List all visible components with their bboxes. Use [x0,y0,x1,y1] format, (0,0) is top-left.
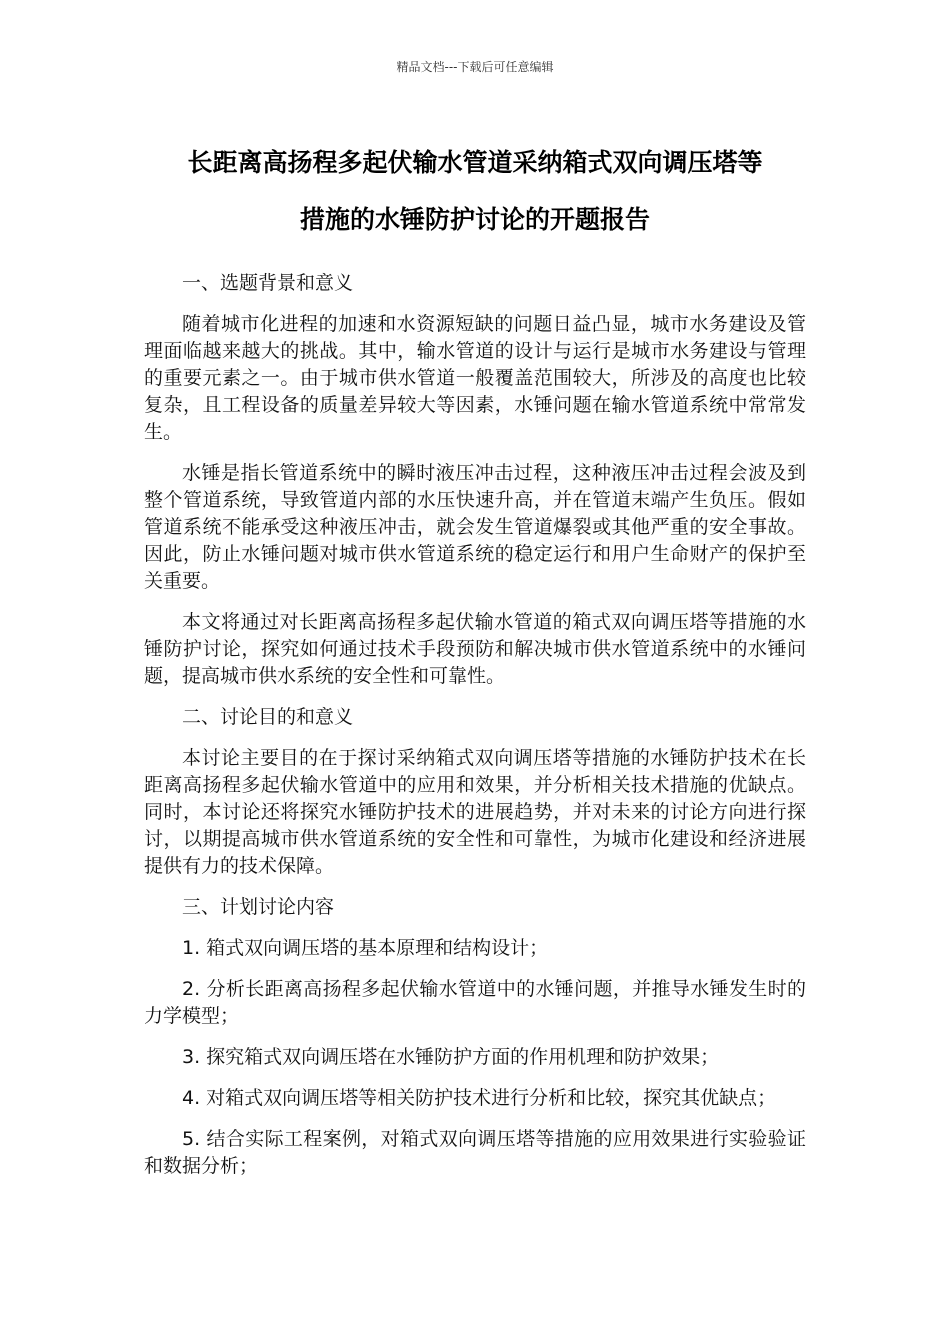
plan-item: 4. 对箱式双向调压塔等相关防护技术进行分析和比较，探究其优缺点； [182,1087,777,1109]
paragraph-background-2: 水锤是指长管道系统中的瞬时液压冲击过程，这种液压冲击过程会波及到整个管道系统，导致管道内部的水压快速升高，并在管道末端产生负压。假如管道系统不能承受这种液压冲击，就会发生管道爆裂或其他严重的安全事故。因此，防止水锤问题对城市供水管道系统的稳定运行和用户生命财产的保护至关重要。 [144,462,806,592]
paragraph-purpose: 本讨论主要目的在于探讨采纳箱式双向调压塔等措施的水锤防护技术在长距离高扬程多起伏输水管道中的应用和效果，并分析相关技术措施的优缺点。同时，本讨论还将探究水锤防护技术的进展趋势，并对未来的讨论方向进行探讨，以期提高城市供水管道系统的安全性和可靠性，为城市化建设和经济进展提供有力的技术保障。 [144,747,806,877]
paragraph-background-1: 随着城市化进程的加速和水资源短缺的问题日益凸显，城市水务建设及管理面临越来越大的挑战。其中，输水管道的设计与运行是城市水务建设与管理的重要元素之一。由于城市供水管道一般覆盖范围较大，所涉及的高度也比较复杂，且工程设备的质量差异较大等因素，水锤问题在输水管道系统中常常发生。 [144,313,806,443]
document-title [120,134,830,248]
section-heading-plan: 三、计划讨论内容 [182,896,335,918]
plan-item: 5. 结合实际工程案例，对箱式双向调压塔等措施的应用效果进行实验验证和数据分析； [144,1128,806,1177]
title-line-1: 长距离高扬程多起伏输水管道采纳箱式双向调压塔等 [187,148,763,177]
document-body [144,270,806,1194]
plan-item: 3. 探究箱式双向调压塔在水锤防护方面的作用机理和防护效果； [182,1046,720,1068]
plan-item: 2. 分析长距离高扬程多起伏输水管道中的水锤问题，并推导水锤发生时的力学模型； [144,978,806,1027]
plan-item: 1. 箱式双向调压塔的基本原理和结构设计； [182,937,549,959]
paragraph-background-3: 本文将通过对长距离高扬程多起伏输水管道的箱式双向调压塔等措施的水锤防护讨论，探究如何通过技术手段预防和解决城市供水管道系统中的水锤问题，提高城市供水系统的安全性和可靠性。 [144,611,806,687]
section-heading-background: 一、选题背景和意义 [182,272,354,294]
header-note: 精品文档---下载后可任意编辑 [396,60,554,74]
section-heading-purpose: 二、讨论目的和意义 [182,706,354,728]
title-line-2: 措施的水锤防护讨论的开题报告 [299,205,650,234]
